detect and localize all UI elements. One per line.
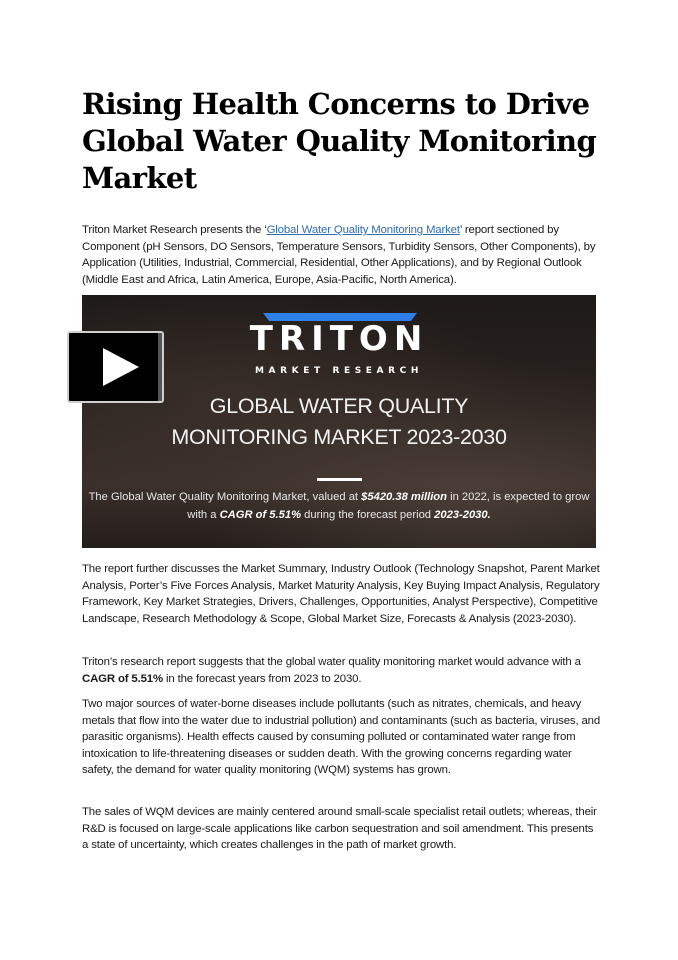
- banner-divider: [317, 478, 362, 481]
- banner-summary-text: The Global Water Quality Monitoring Market, valued at: [88, 491, 362, 503]
- banner-summary-text: in 2022, is expected to grow with a: [187, 491, 590, 521]
- cagr-text: in the forecast years from 2023 to 2030.: [162, 672, 362, 685]
- banner-heading-line2: MONITORING MARKET 2023-2030: [171, 425, 507, 449]
- waterborne-diseases-paragraph: Two major sources of water-borne diseases include pollutants (such as nitrates, chemicals, and heavy metals that flow into the water due to industrial pollution) and contaminants (such as bacteria, viruses, and parasitic organisms). Health effects caused by consuming polluted or contaminated water range from intoxication to life-threatening diseases or sudden death. With the growing concerns regarding water safety, the demand for water quality monitoring (WQM) systems has grown.: [82, 698, 601, 777]
- banner-heading-line1: GLOBAL WATER QUALITY: [209, 394, 469, 418]
- market-challenges-paragraph: The sales of WQM devices are mainly centered around small-scale specialist retail outlets; whereas, their R&D is focused on large-scale applications like carbon sequestration and soil amendment. This presents a state of uncertainty, which creates challenges in the path of market growth.: [82, 806, 597, 852]
- cagr-text: Triton’s research report suggests that the global water quality monitoring market would advance with a: [82, 656, 581, 668]
- cagr-paragraph: [82, 654, 602, 687]
- banner-summary: [82, 488, 596, 524]
- play-icon: [103, 348, 139, 386]
- report-contents-paragraph: The report further discusses the Market Summary, Industry Outlook (Technology Snapshot, Parent Market Analysis, Porter’s Five Forces Analysis, Market Maturity Analysis, Key Buying Impact Analysis, Regulatory Framework, Key Market Strategies, Drivers, Challenges, Opportunities, Analyst Perspective), Competitive Landscape, Research Methodology & Scope, Global Market Size, Forecasts & Analysis (2023-2030).: [82, 563, 600, 625]
- logo-subtitle: MARKET RESEARCH: [255, 366, 423, 376]
- page-title: Rising Health Concerns to Drive Global Water Quality Monitoring Market: [82, 87, 597, 195]
- play-button[interactable]: [67, 331, 164, 403]
- intro-paragraph: [82, 222, 602, 288]
- banner-cagr: CAGR of 5.51%: [219, 509, 302, 521]
- banner-period: 2023-2030.: [434, 509, 491, 521]
- logo-wordmark: TRITON: [249, 319, 429, 359]
- intro-text-start: Triton Market Research presents the ‘: [82, 224, 267, 236]
- intro-text-end: ’ report sectioned by Component (pH Sensors, DO Sensors, Temperature Sensors, Turbidity Sensors, Other Components), by Application (Utilities, Industrial, Commercial, Residential, Other Applications), and by Regional Outlook (Middle East and Africa, Latin America, Europe, Asia-Pacific, North America).: [82, 224, 596, 286]
- banner-summary-text: during the forecast period: [301, 509, 435, 521]
- market-report-link[interactable]: Global Water Quality Monitoring Market: [266, 224, 460, 236]
- banner-market-value: $5420.38 million: [361, 491, 447, 503]
- cagr-value: CAGR of 5.51%: [82, 672, 163, 685]
